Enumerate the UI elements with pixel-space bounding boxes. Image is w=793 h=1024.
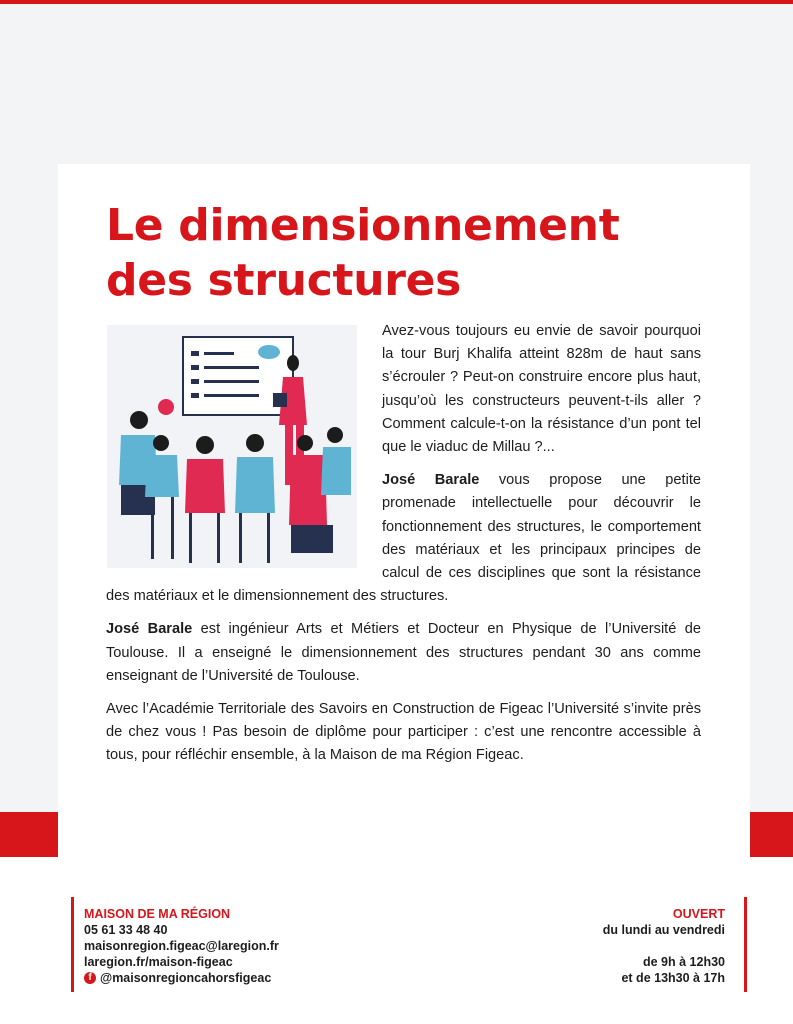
illustration-spacer [106,320,382,575]
speaker-paragraph-text: vous propose une petite promenade intellectuelle pour découvrir le fonctionnement des structures, le comportement des matériaux et les principaux principes de calcul de ces disciplines que sont la résistance des matériaux et le dimensionnement des structures. [106,472,701,605]
contact-block [84,906,279,986]
title-line-1: Le dimensionnement [106,200,620,251]
facebook-handle[interactable]: @maisonregioncahorsfigeac [100,971,272,985]
left-red-band [0,812,58,857]
phone-number[interactable]: 05 61 33 48 40 [84,923,168,937]
article-body [106,320,701,778]
open-label: OUVERT [672,907,725,921]
speaker-name: José Barale [106,621,193,638]
website-link[interactable]: laregion.fr/maison-figeac [84,955,233,969]
bio-paragraph [106,618,701,688]
org-name: MAISON DE MA RÉGION [84,907,231,921]
spacer [603,938,725,954]
hours-morning: de 9h à 12h30 [643,955,725,969]
bio-paragraph-text: est ingénieur Arts et Métiers et Docteur en Physique de l’Université de Toulouse. Il a enseigné le dimensionnement des structures pendant 30 ans comme enseignant de l’Université de Toulouse. [106,621,701,684]
hours-afternoon: et de 13h30 à 17h [621,971,725,985]
footer-left-accent [71,897,74,992]
intro-paragraph: Avez-vous toujours eu envie de savoir pourquoi la tour Burj Khalifa atteint 828m de haut sans s’écrouler ? Peut-on construire encore plus haut, jusqu’où les constructeurs peuvent-t-ils aller ? Comment calcule-t-on la résistance d’un pont tel que le viaduc de Millau ?... [382,323,701,456]
right-red-band [750,812,793,857]
academy-paragraph: Avec l’Académie Territoriale des Savoirs en Construction de Figeac l’Université s’invite près de chez vous ! Pas besoin de diplôme pour participer : c’est une rencontre accessible à tous, pour réfléchir ensemble, à la Maison de ma Région Figeac. [106,701,701,764]
footer-right-accent [744,897,747,992]
speaker-name: José Barale [382,472,480,489]
facebook-row[interactable] [84,970,279,986]
open-days: du lundi au vendredi [602,923,725,937]
page-title [106,198,746,308]
facebook-icon: f [84,972,96,984]
email-link[interactable]: maisonregion.figeac@laregion.fr [84,939,279,953]
title-line-2: des structures [106,255,462,306]
opening-hours-block [603,906,725,986]
